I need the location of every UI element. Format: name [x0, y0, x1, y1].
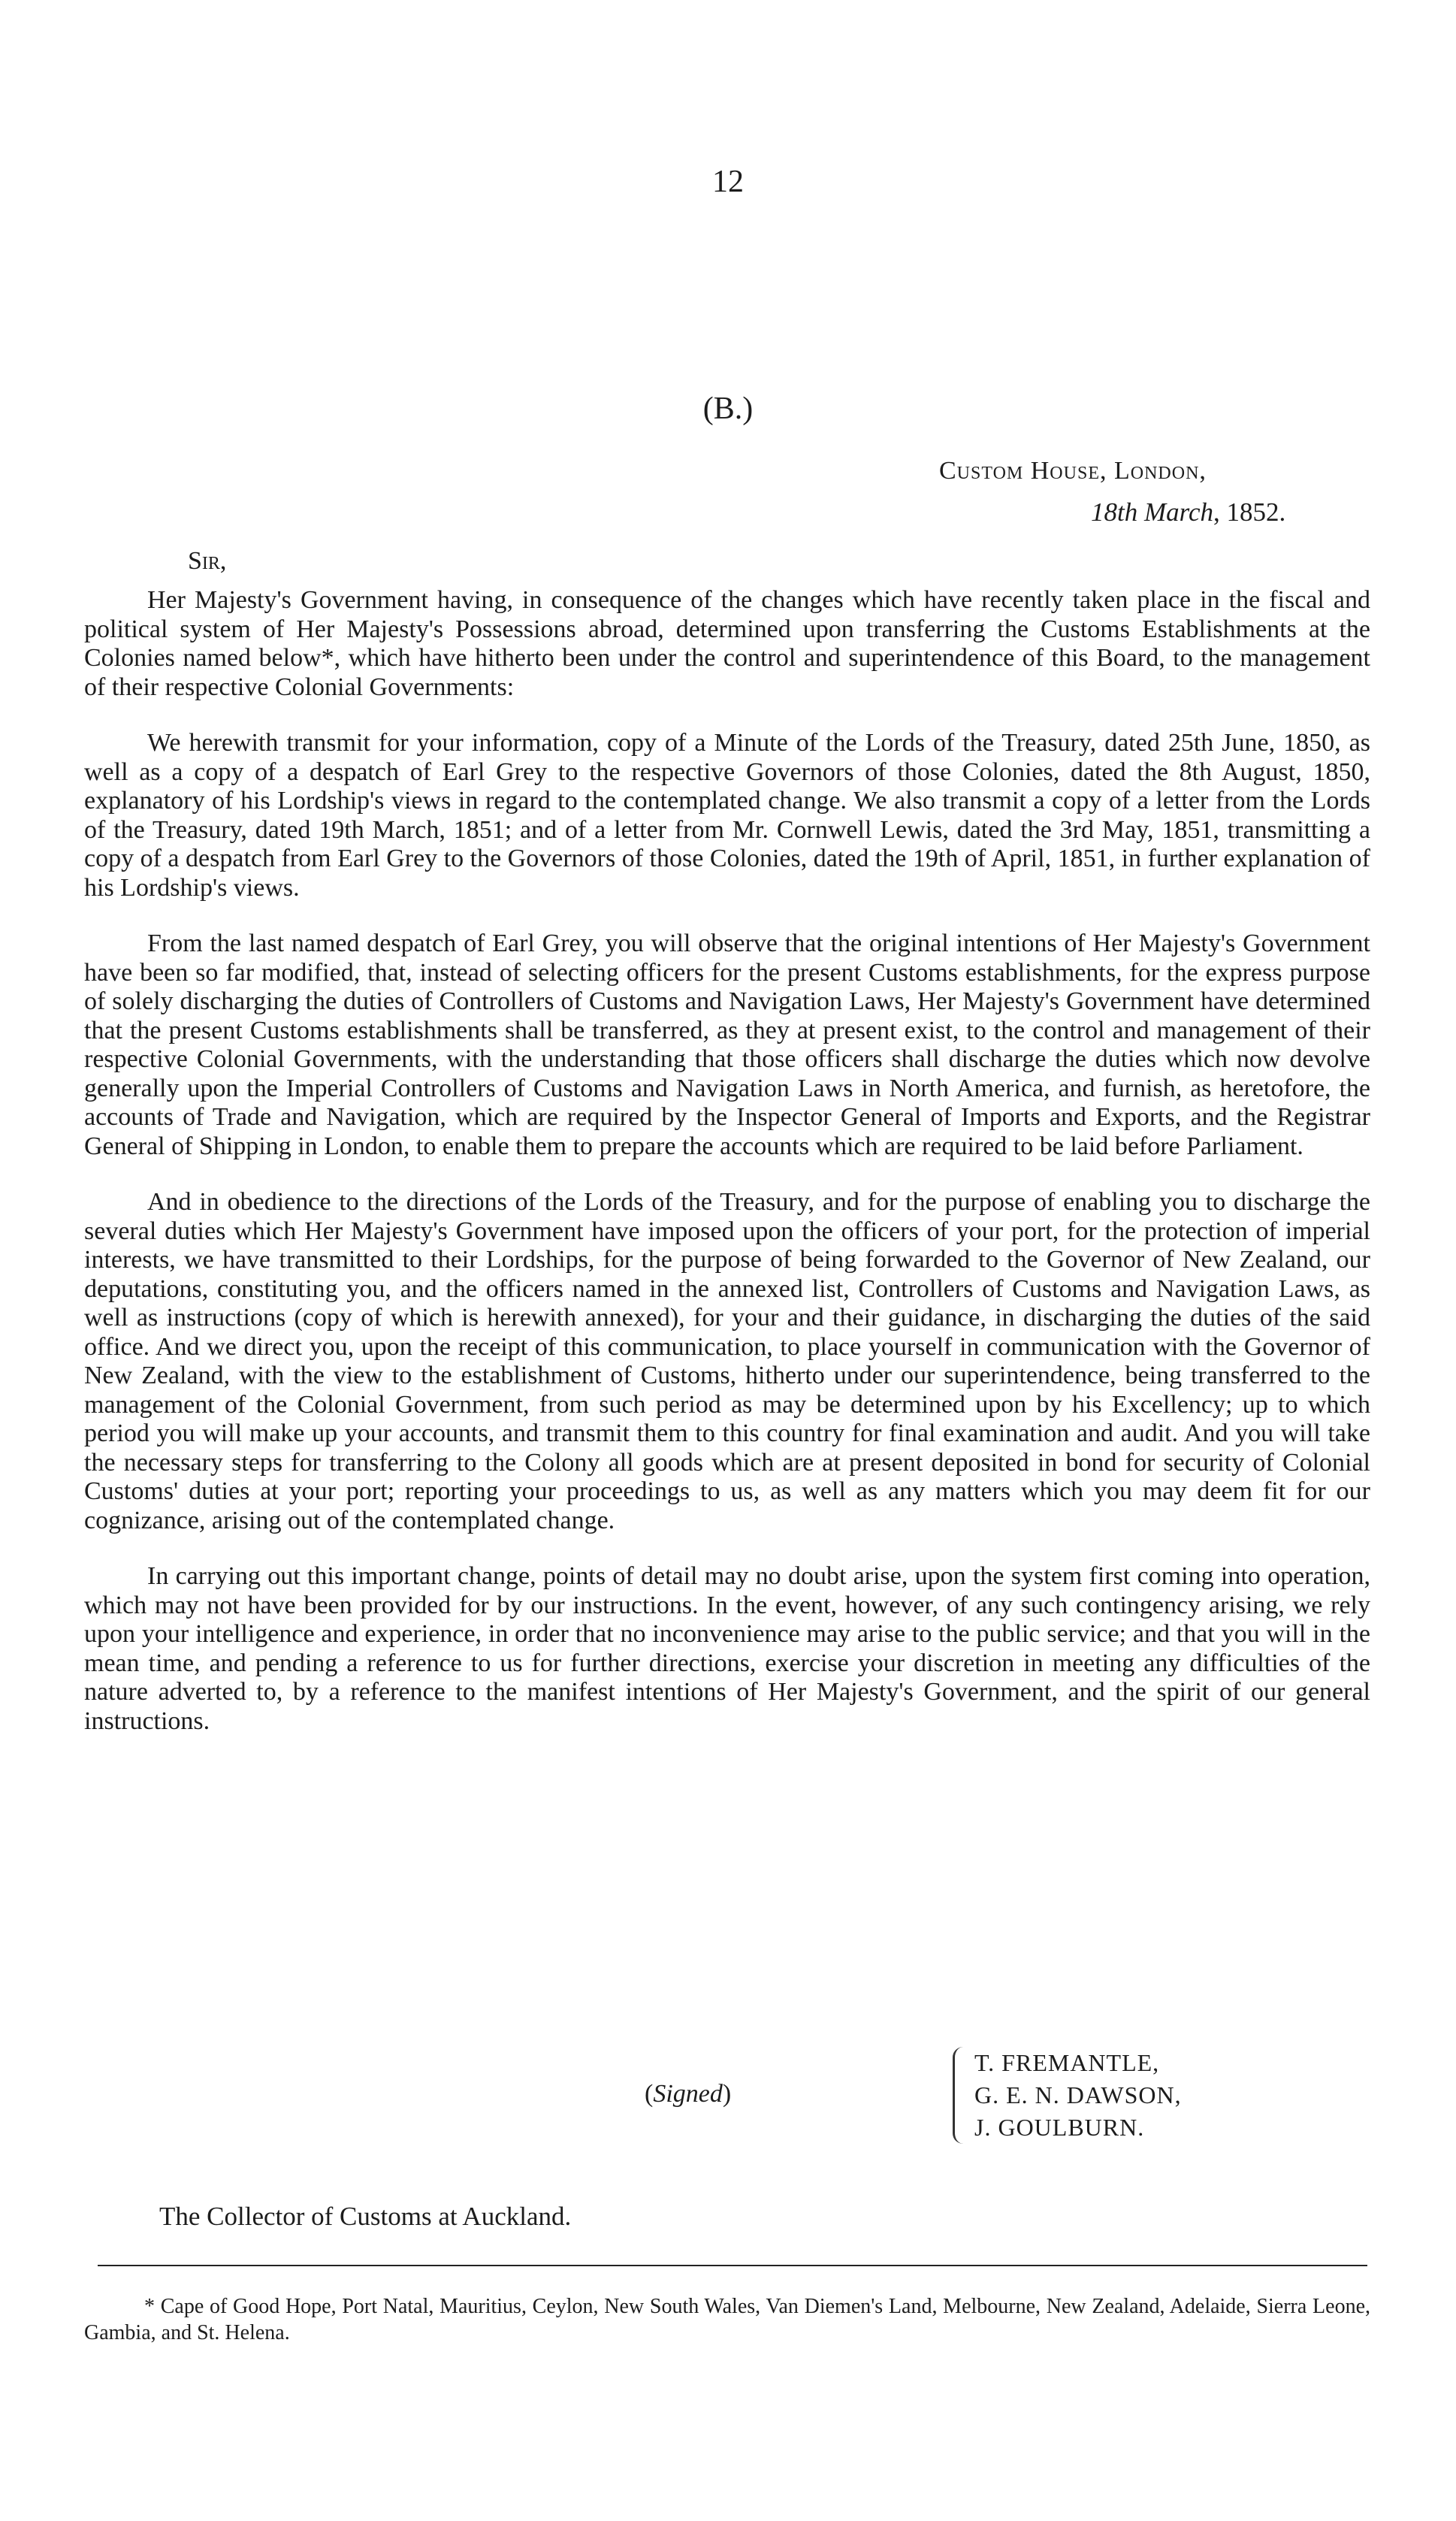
document-label: (B.) [702, 391, 754, 426]
sender-address: Custom House, London, [939, 457, 1207, 485]
salutation: Sir, [188, 547, 227, 575]
letter-body [84, 586, 1370, 1763]
letter-date [1091, 497, 1285, 527]
paragraph: And in obedience to the directions of the Lords of the Treasury, and for the purpose of enabling you to discharge the several duties which Her Majesty's Government have imposed upon the officers of your port, for the protection of imperial interests, we have transmitted to their Lordships, for the purpose of being forwarded to the Governor of New Zealand, our deputations, constituting you, and the officers named in the annexed list, Controllers of Customs and Navigation Laws, as well as instructions (copy of which is herewith annexed), for your and their guidance, in discharging the duties of the said office. And we direct you, upon the receipt of this communication, to place yourself in communication with the Governor of New Zealand, with the view to the establishment of Customs, hitherto under our superintendence, being transferred to the management of the Colonial Government, from such period as may be determined upon by his Excellency; up to which period you will make up your accounts, and transmit them to this country for final examination and audit. And you will take the necessary steps for transferring to the Colony all goods which are at present deposited in bond for security of Colonial Customs' duties at your port; reporting your proceedings to us, as well as any matters which you may deem fit for our cognizance, arising out of the contemplated change. [84, 1188, 1370, 1534]
signed-open-paren: ( [645, 2080, 654, 2108]
signatory: T. FREMANTLE, [974, 2049, 1160, 2076]
paragraph: From the last named despatch of Earl Grey, you will observe that the original intentions of Her Majesty's Government have been so far modified, that, instead of selecting officers for the present Customs establishments, for the express purpose of solely discharging the duties of Controllers of Customs and Navigation Laws, Her Majesty's Government have determined that the present Customs establishments shall be transferred, as they at present exist, to the control and management of their respective Colonial Governments, with the understanding that those officers shall discharge the duties which now devolve generally upon the Imperial Controllers of Customs and Navigation Laws in North America, and furnish, as heretofore, the accounts of Trade and Navigation, which are required by the Inspector General of Imports and Exports, and the Registrar General of Shipping in London, to enable them to prepare the accounts which are required to be laid before Parliament. [84, 930, 1370, 1160]
signed-text: Signed [653, 2080, 723, 2108]
paragraph: Her Majesty's Government having, in consequence of the changes which have recently taken place in the fiscal and political system of Her Majesty's Possessions abroad, determined upon transferring the Customs Establishments at the Colonies named below*, which have hitherto been under the control and superintendence of this Board, to the management of their respective Colonial Governments: [84, 586, 1370, 701]
addressee: The Collector of Customs at Auckland. [159, 2202, 572, 2231]
signatory: G. E. N. DAWSON, [974, 2081, 1182, 2108]
footnote-divider [98, 2265, 1367, 2266]
signatory: J. GOULBURN. [974, 2114, 1145, 2141]
signed-close-paren: ) [722, 2080, 732, 2108]
footnote: * Cape of Good Hope, Port Natal, Mauritius, Ceylon, New South Wales, Van Diemen's Land, Melbourne, New Zealand, Adelaide, Sierra Leone, Gambia, and St. Helena. [84, 2295, 1370, 2344]
paragraph: In carrying out this important change, points of detail may no doubt arise, upon the system first coming into operation, which may not have been provided for by our instructions. In the event, however, of any such contingency arising, we rely upon your intelligence and experience, in order that no inconvenience may arise to the public service; and that you will in the mean time, and pending a reference to us for further directions, exercise your discretion in meeting any difficulties of the nature adverted to, by a reference to the manifest intentions of Her Majesty's Government, and the spirit of our general instructions. [84, 1562, 1370, 1735]
date-day: 18th March [1091, 497, 1213, 527]
paragraph: We herewith transmit for your information, copy of a Minute of the Lords of the Treasury, dated 25th June, 1850, as well as a copy of a despatch of Earl Grey to the respective Governors of those Colonies, dated the 8th August, 1850, explanatory of his Lordship's views in regard to the contemplated change. We also transmit a copy of a letter from the Lords of the Treasury, dated 19th March, 1851; and of a letter from Mr. Cornwell Lewis, dated the 3rd May, 1851, transmitting a copy of a despatch from Earl Grey to the Governors of those Colonies, dated the 19th of April, 1851, in further explanation of his Lordship's views. [84, 729, 1370, 902]
page-number: 12 [712, 165, 744, 199]
signatories-brace [953, 2047, 1182, 2144]
date-year: , 1852. [1213, 497, 1286, 527]
signed-label [645, 2080, 731, 2108]
